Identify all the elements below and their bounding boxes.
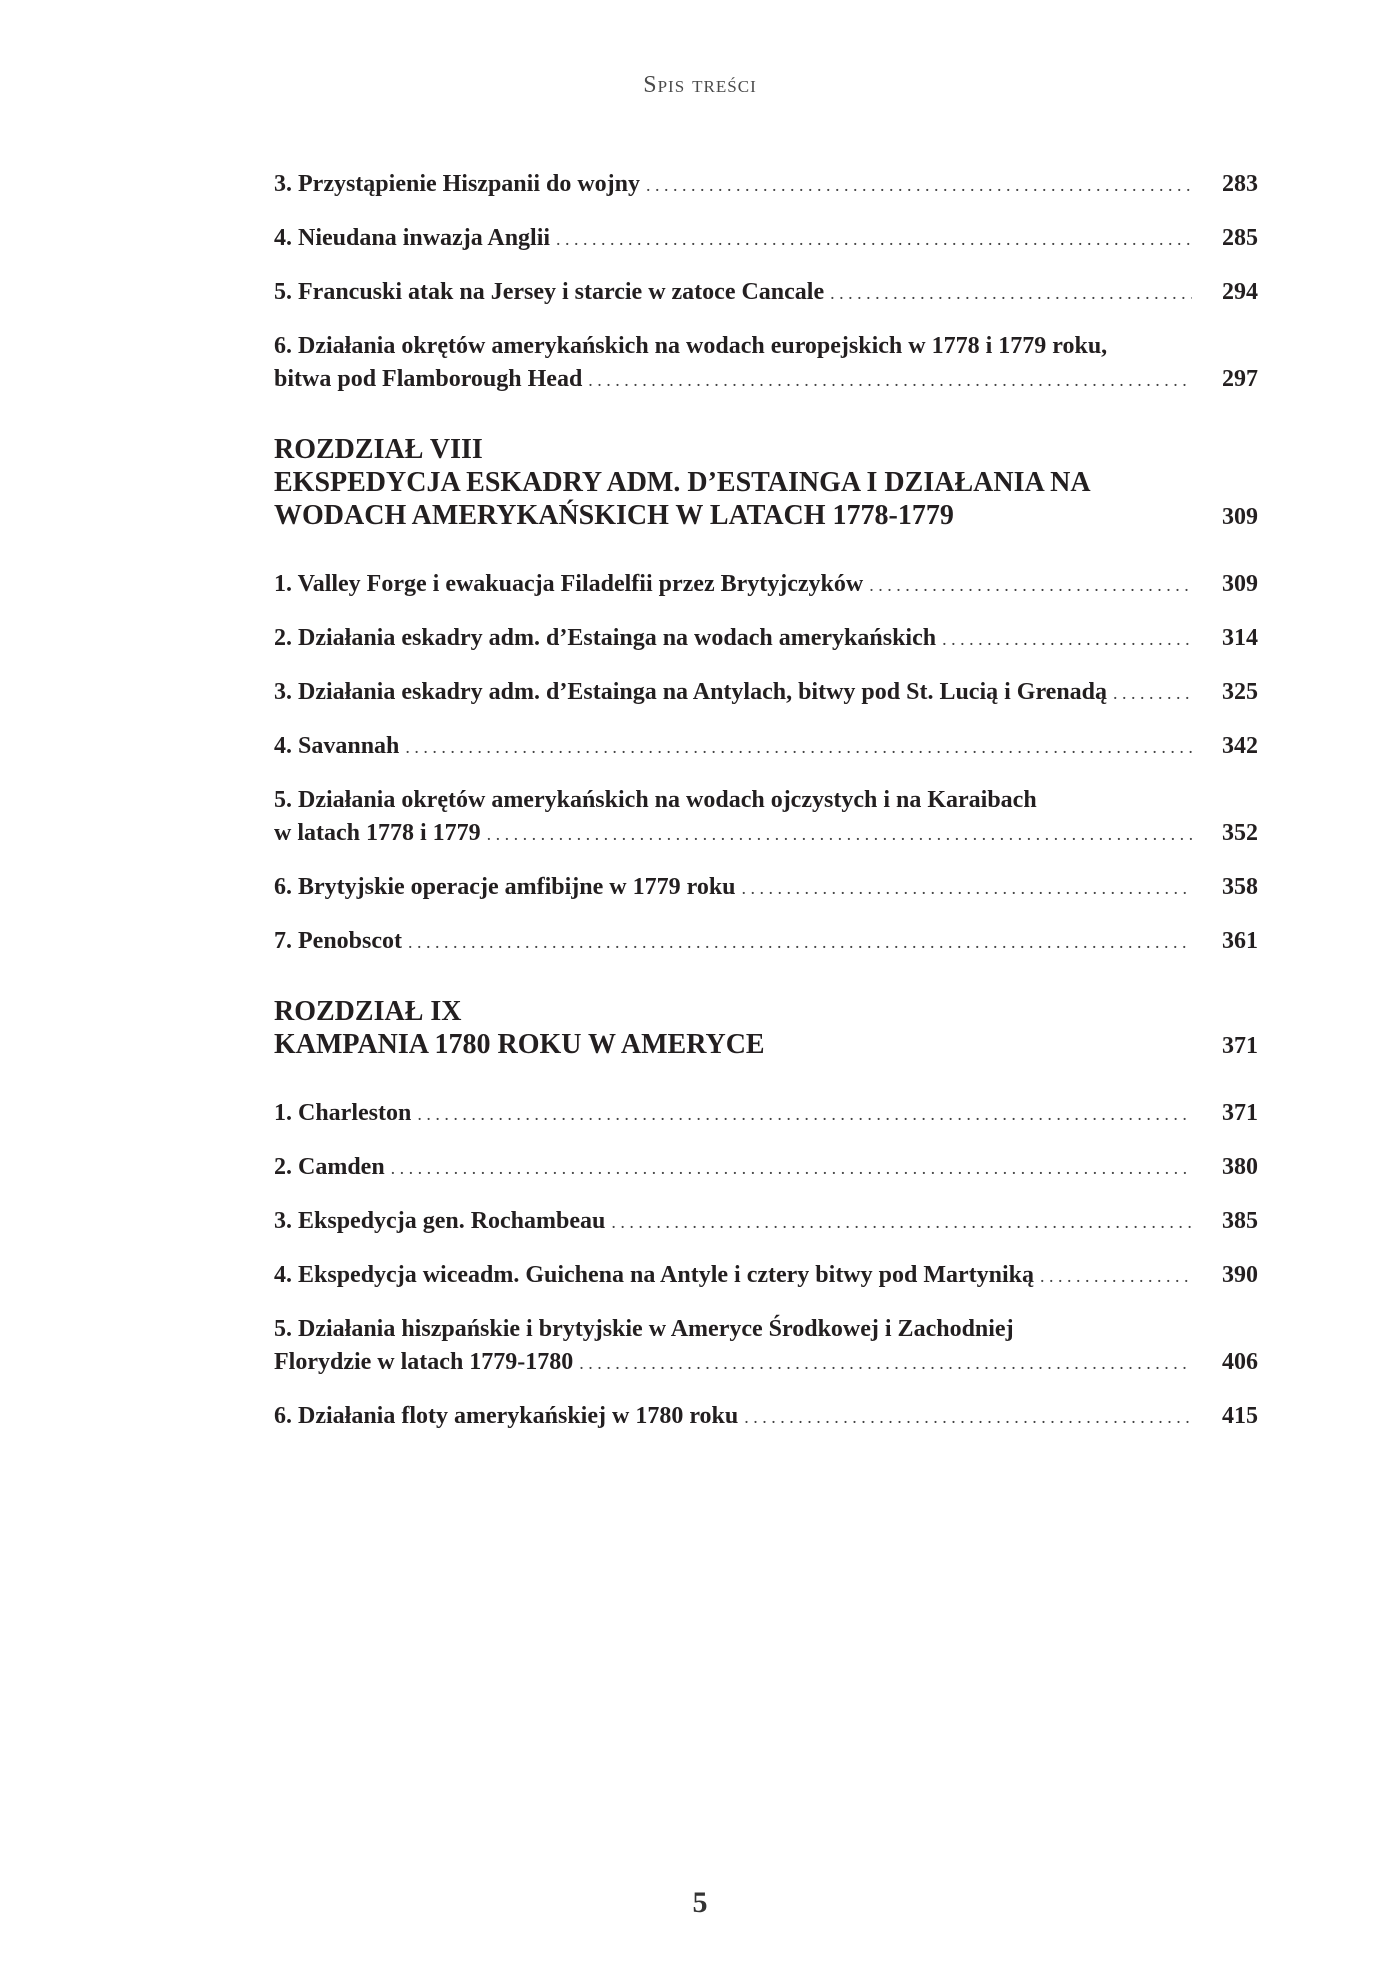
- toc-page-number: 309: [1222, 571, 1258, 597]
- toc-page-number: 285: [1222, 225, 1258, 251]
- dot-leader: [1113, 676, 1192, 710]
- toc-page-number: 371: [1222, 1100, 1258, 1126]
- toc-entry: [274, 1097, 1258, 1131]
- entry-title-line: 3. Ekspedycja gen. Rochambeau: [274, 1208, 606, 1234]
- toc-entry: [274, 1205, 1258, 1239]
- toc-row: [274, 871, 1258, 905]
- toc-entry: [274, 871, 1258, 905]
- toc-row: [274, 1259, 1258, 1293]
- toc-row: [274, 222, 1258, 256]
- chapter-title-line: EKSPEDYCJA ESKADRY ADM. D’ESTAINGA I DZIAŁANIA NA: [274, 467, 1091, 498]
- entry-title-line: 5. Działania hiszpańskie i brytyjskie w Ameryce Środkowej i Zachodniej: [274, 1316, 1014, 1342]
- running-head: Spis treści: [643, 72, 757, 98]
- toc-page-number: 390: [1222, 1262, 1258, 1288]
- toc-entry: [274, 1151, 1258, 1185]
- entry-title-line: 5. Francuski atak na Jersey i starcie w zatoce Cancale: [274, 279, 825, 305]
- dot-leader: [1040, 1259, 1192, 1293]
- toc-page-number: 309: [1222, 504, 1258, 530]
- dot-leader: [830, 276, 1192, 310]
- toc-page-number: 352: [1222, 820, 1258, 846]
- toc-entry: [274, 568, 1258, 602]
- dot-leader: [556, 222, 1192, 256]
- dot-leader: [391, 1151, 1192, 1185]
- dot-leader: [744, 1400, 1192, 1434]
- toc-row: [274, 168, 1258, 202]
- toc-entry: [274, 622, 1258, 656]
- toc-row: [274, 1028, 1258, 1063]
- entry-title-line: 6. Działania okrętów amerykańskich na wodach europejskich w 1778 i 1779 roku,: [274, 333, 1108, 359]
- toc-row: [274, 730, 1258, 764]
- toc-entry: [274, 676, 1258, 710]
- toc-row: [274, 363, 1258, 397]
- toc-entry: [274, 1313, 1258, 1380]
- toc-row: [274, 925, 1258, 959]
- entry-title-line: 4. Savannah: [274, 733, 400, 759]
- chapter-title-line: KAMPANIA 1780 ROKU W AMERYCE: [274, 1029, 765, 1060]
- entry-title-line: 1. Valley Forge i ewakuacja Filadelfii przez Brytyjczyków: [274, 571, 864, 597]
- table-of-contents: [274, 168, 1258, 1454]
- dot-leader: [588, 363, 1192, 397]
- entry-title-line: 7. Penobscot: [274, 928, 402, 954]
- chapter-heading: [274, 433, 1258, 534]
- entry-title-line: 4. Ekspedycja wiceadm. Guichena na Antyle i cztery bitwy pod Martyniką: [274, 1262, 1034, 1288]
- entry-title-line: Florydzie w latach 1779-1780: [274, 1349, 574, 1375]
- dot-leader: [487, 817, 1192, 851]
- toc-page-number: 297: [1222, 366, 1258, 392]
- toc-page-number: 358: [1222, 874, 1258, 900]
- dot-leader: [646, 168, 1192, 202]
- chapter-title-line: ROZDZIAŁ VIII: [274, 434, 483, 465]
- toc-row: [274, 676, 1258, 710]
- entry-title-line: 3. Działania eskadry adm. d’Estainga na Antylach, bitwy pod St. Lucią i Grenadą: [274, 679, 1108, 705]
- dot-leader: [579, 1346, 1192, 1380]
- dot-leader: [408, 925, 1192, 959]
- toc-entry: [274, 330, 1258, 397]
- dot-leader: [742, 871, 1192, 905]
- chapter-heading: [274, 995, 1258, 1063]
- entry-title-line: 4. Nieudana inwazja Anglii: [274, 225, 551, 251]
- toc-page-number: 415: [1222, 1403, 1258, 1429]
- chapter-title-line: ROZDZIAŁ IX: [274, 996, 462, 1027]
- dot-leader: [611, 1205, 1192, 1239]
- toc-row: [274, 1205, 1258, 1239]
- entry-title-line: 5. Działania okrętów amerykańskich na wodach ojczystych i na Karaibach: [274, 787, 1037, 813]
- toc-row: [274, 499, 1258, 534]
- toc-page-number: 342: [1222, 733, 1258, 759]
- toc-row: [274, 1346, 1258, 1380]
- entry-title-line: w latach 1778 i 1779: [274, 820, 481, 846]
- entry-title-line: 2. Działania eskadry adm. d’Estainga na wodach amerykańskich: [274, 625, 937, 651]
- toc-row: [274, 622, 1258, 656]
- toc-row: [274, 568, 1258, 602]
- dot-leader: [869, 568, 1192, 602]
- toc-entry: [274, 168, 1258, 202]
- toc-entry: [274, 1400, 1258, 1434]
- toc-entry: [274, 1259, 1258, 1293]
- entry-title-line: 6. Brytyjskie operacje amfibijne w 1779 roku: [274, 874, 736, 900]
- dot-leader: [405, 730, 1192, 764]
- toc-row: [274, 1400, 1258, 1434]
- toc-page-number: 283: [1222, 171, 1258, 197]
- page-number: 5: [692, 1886, 708, 1919]
- entry-title-line: 2. Camden: [274, 1154, 385, 1180]
- toc-entry: [274, 784, 1258, 851]
- toc-row: [274, 1151, 1258, 1185]
- dot-leader: [417, 1097, 1192, 1131]
- toc-page-number: 325: [1222, 679, 1258, 705]
- toc-row: [274, 276, 1258, 310]
- chapter-title-line: WODACH AMERYKAŃSKICH W LATACH 1778-1779: [274, 500, 954, 531]
- toc-entry: [274, 730, 1258, 764]
- entry-title-line: 1. Charleston: [274, 1100, 412, 1126]
- toc-page-number: 380: [1222, 1154, 1258, 1180]
- toc-page-number: 406: [1222, 1349, 1258, 1375]
- toc-page-number: 385: [1222, 1208, 1258, 1234]
- toc-row: [274, 1097, 1258, 1131]
- toc-entry: [274, 276, 1258, 310]
- toc-entry: [274, 925, 1258, 959]
- toc-row: [274, 817, 1258, 851]
- entry-title-line: 6. Działania floty amerykańskiej w 1780 roku: [274, 1403, 739, 1429]
- toc-page-number: 371: [1222, 1033, 1258, 1059]
- entry-title-line: bitwa pod Flamborough Head: [274, 366, 583, 392]
- toc-page-number: 314: [1222, 625, 1258, 651]
- entry-title-line: 3. Przystąpienie Hiszpanii do wojny: [274, 171, 641, 197]
- dot-leader: [942, 622, 1192, 656]
- toc-entry: [274, 222, 1258, 256]
- toc-page-number: 361: [1222, 928, 1258, 954]
- toc-page-number: 294: [1222, 279, 1258, 305]
